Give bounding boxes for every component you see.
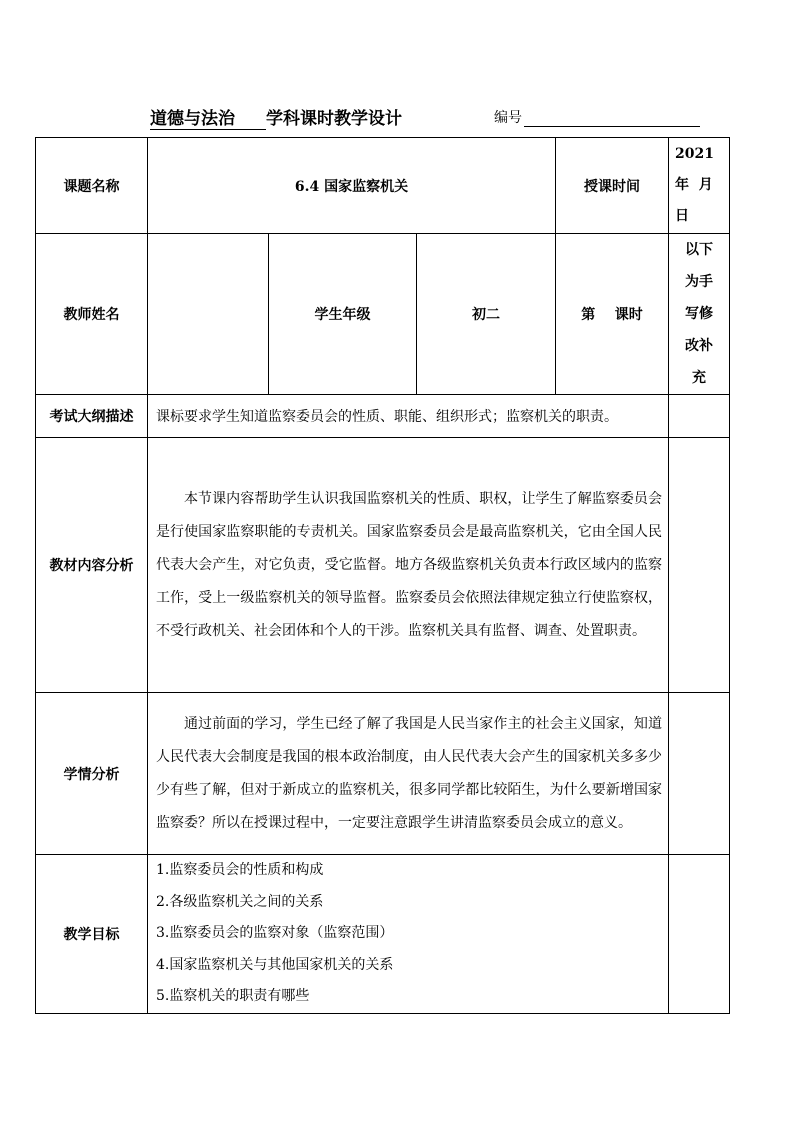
goal-item: 2.各级监察机关之间的关系 [156,893,324,910]
lesson-label: 课题名称 [36,138,148,234]
number-label: 编号 [494,110,522,126]
outline-text: 课标要求学生知道监察委员会的性质、职能、组织形式；监察机关的职责。 [148,395,669,438]
note-line: 充 [692,370,706,386]
outline-label: 考试大纲描述 [36,395,148,438]
number-field [494,107,700,127]
row-outline [36,395,730,438]
students-label: 学情分析 [36,693,148,855]
teacher-label: 教师姓名 [36,234,148,395]
note-line: 为手 [685,274,713,290]
row-goals [36,855,730,1014]
students-text: 通过前面的学习，学生已经了解了我国是人民当家作主的社会主义国家，知道人民代表大会制度是我国的根本政治制度，由人民代表大会产生的国家机关多多少少有些了解，但对于新成立的监察机关，很多同学都比较陌生，为什么要新增国家监察委？所以在授课过程中，一定要注意跟学生讲清监察委员会成立的意义。 [148,693,669,855]
period-label: 第 课时 [556,234,669,395]
goal-item: 4.国家监察机关与其他国家机关的关系 [156,956,394,973]
lesson-plan-table [35,137,730,1014]
title-text: 学科课时教学设计 [266,109,402,129]
material-text: 本节课内容帮助学生认识我国监察机关的性质、职权，让学生了解监察委员会是行使国家监察职能的专责机关。国家监察委员会是最高监察机关，它由全国人民代表大会产生，对它负责，受它监督。地方各级监察机关负责本行政区域内的监察工作，受上一级监察机关的领导监督。监察委员会依照法律规定独立行使监察权，不受行政机关、社会团体和个人的干涉。监察机关具有监督、调查、处置职责。 [148,438,669,693]
goals-label: 教学目标 [36,855,148,1014]
lesson-value: 6.4 国家监察机关 [148,138,556,234]
note-line: 以下 [685,242,713,258]
material-label: 教材内容分析 [36,438,148,693]
number-blank[interactable] [524,110,700,127]
grade-label: 学生年级 [269,234,417,395]
note-line: 改补 [685,338,713,354]
row-lesson [36,138,730,234]
row-teacher [36,234,730,395]
row-material [36,438,730,693]
date-cell [669,138,730,234]
date-month: 年 月 [675,177,713,193]
time-label: 授课时间 [556,138,669,234]
subject-name: 道德与法治 [150,104,266,130]
document-title [150,104,402,128]
goals-list [148,855,669,1014]
goal-item: 5.监察机关的职责有哪些 [156,988,310,1004]
grade-value: 初二 [417,234,556,395]
outline-note-cell [669,395,730,438]
teacher-name-value [148,234,269,395]
row-students [36,693,730,855]
goals-note-cell [669,855,730,1014]
date-year: 2021 [675,146,714,162]
handwritten-note-cell [669,234,730,395]
material-note-cell [669,438,730,693]
students-note-cell [669,693,730,855]
note-line: 写修 [685,306,713,322]
goal-item: 1.监察委员会的性质和构成 [156,862,324,878]
goal-item: 3.监察委员会的监察对象（监察范围） [156,925,394,941]
date-day: 日 [675,208,689,224]
